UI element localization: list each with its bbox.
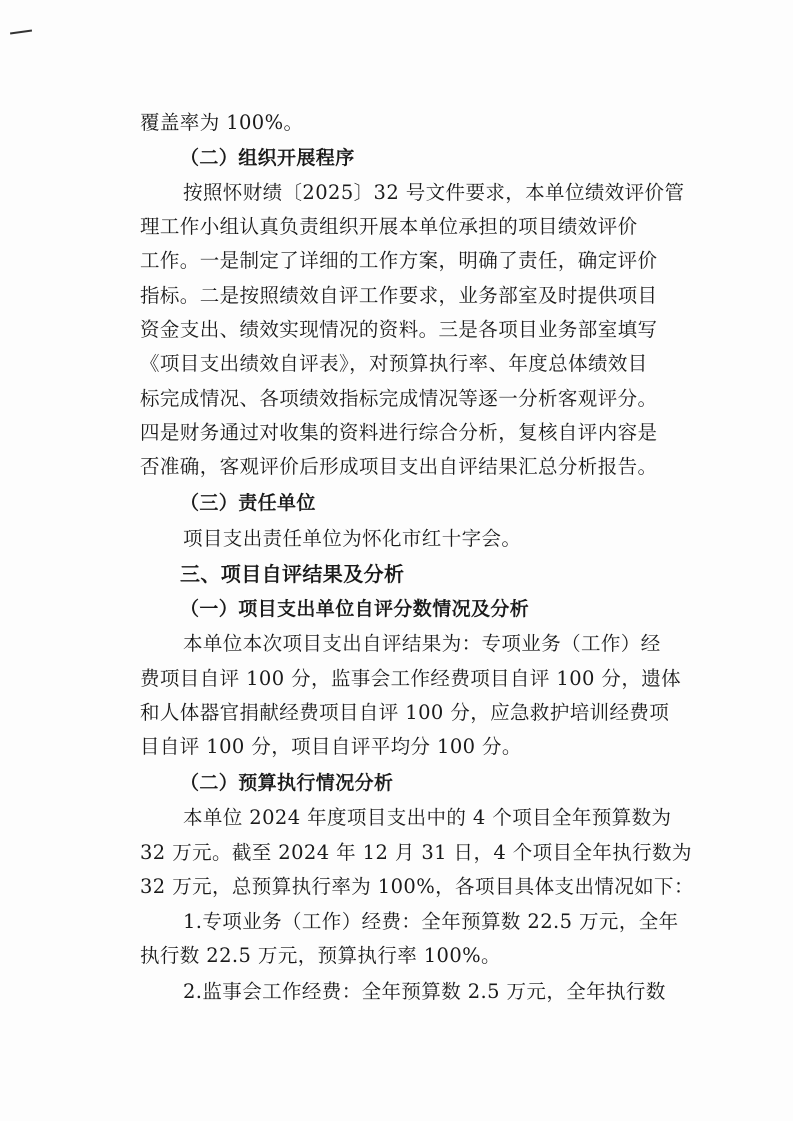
- section-heading-self-score: （一）项目支出单位自评分数情况及分析: [180, 598, 530, 620]
- body-text-line: 理工作小组认真负责组织开展本单位承担的项目绩效评价: [140, 215, 638, 238]
- body-text-line: 覆盖率为 100%。: [140, 111, 304, 134]
- body-text-line: 按照怀财绩〔2025〕32 号文件要求，本单位绩效评价管: [183, 181, 685, 204]
- body-text-line: 工作。一是制定了详细的工作方案，明确了责任，确定评价: [140, 249, 658, 272]
- section-heading-budget: （二）预算执行情况分析: [180, 772, 394, 794]
- body-text-line: 目自评 100 分，项目自评平均分 100 分。: [140, 735, 522, 758]
- body-text-line: 2.监事会工作经费：全年预算数 2.5 万元，全年执行数: [183, 980, 666, 1003]
- body-text-line: 执行数 22.5 万元，预算执行率 100%。: [140, 944, 501, 967]
- section-heading-responsible-unit: （三）责任单位: [180, 492, 316, 514]
- body-text-line: 资金支出、绩效实现情况的资料。三是各项目业务部室填写: [140, 318, 658, 341]
- body-text-line: 本单位 2024 年度项目支出中的 4 个项目全年预算数为: [183, 806, 672, 829]
- body-text-line: 费项目自评 100 分，监事会工作经费项目自评 100 分，遗体: [140, 667, 682, 690]
- body-text-line: 32 万元。截至 2024 年 12 月 31 日，4 个项目全年执行数为: [140, 841, 692, 864]
- body-text-line: 《项目支出绩效自评表》，对预算执行率、年度总体绩效目: [140, 352, 648, 375]
- body-text-line: 标完成情况、各项绩效指标完成情况等逐一分析客观评分。: [140, 387, 658, 410]
- body-text-line: 和人体器官捐献经费项目自评 100 分，应急救护培训经费项: [140, 701, 670, 724]
- section-heading-organization: （二）组织开展程序: [180, 147, 355, 169]
- corner-mark: [10, 29, 32, 34]
- body-text-line: 四是财务通过对收集的资料进行综合分析，复核自评内容是: [140, 421, 658, 444]
- body-text-line: 指标。二是按照绩效自评工作要求，业务部室及时提供项目: [140, 284, 658, 307]
- body-text-line: 项目支出责任单位为怀化市红十字会。: [183, 527, 522, 550]
- body-text-line: 本单位本次项目支出自评结果为：专项业务（工作）经: [183, 632, 661, 655]
- body-text-line: 否准确，客观评价后形成项目支出自评结果汇总分析报告。: [140, 455, 658, 478]
- body-text-line: 32 万元，总预算执行率为 100%，各项目具体支出情况如下：: [140, 875, 694, 898]
- chapter-heading-results: 三、项目自评结果及分析: [180, 562, 405, 586]
- body-text-line: 1.专项业务（工作）经费：全年预算数 22.5 万元，全年: [183, 910, 679, 933]
